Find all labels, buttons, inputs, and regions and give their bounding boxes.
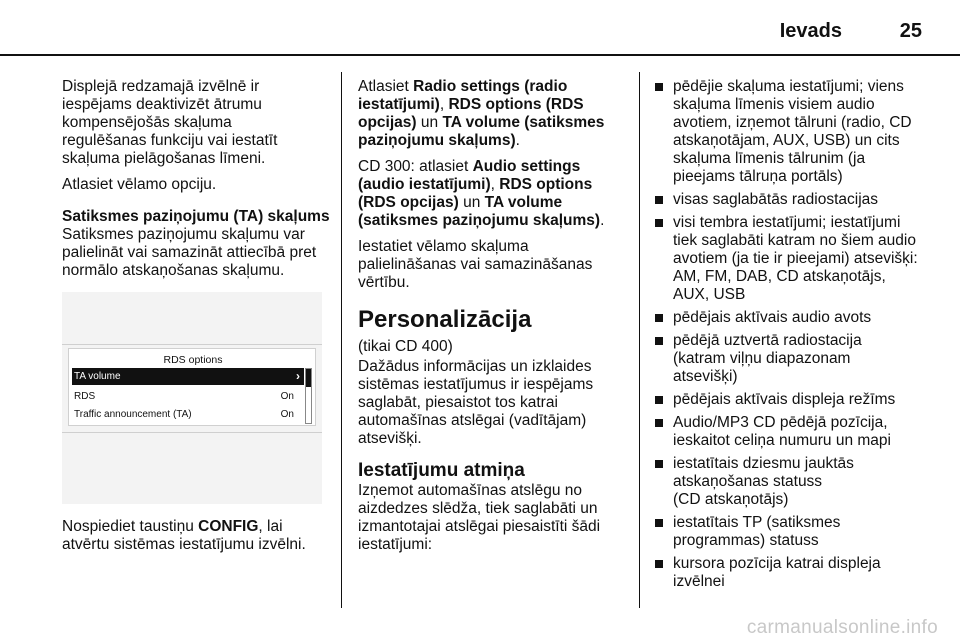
list-item-text: pēdējā uztvertā radiostacija (katram viļņu diapazonam atsevišķi): [673, 332, 862, 385]
menu-item-traffic-announcement: [72, 406, 304, 423]
bullet-icon: [655, 460, 663, 468]
bullet-icon: [655, 196, 663, 204]
paragraph: Displejā redzamajā izvēlnē ir iespējams deaktivizēt ātrumu kompensējošās skaļuma regulēšanas funkciju vai iestatīt skaļuma pielāgošanas līmeni.: [62, 78, 278, 167]
rds-options-menu: [68, 348, 316, 426]
paragraph: [358, 78, 630, 150]
list-item-text: visi tembra iestatījumi; iestatījumi tiek saglabāti katram no šiem audio avotiem (ja tie ir pieejami) atsevišķi: AM, FM, DAB, CD atskaņotājs, AUX, USB: [673, 214, 918, 303]
menu-item-ta-volume: [72, 368, 304, 385]
list-item: [654, 309, 954, 327]
scrollbar: [305, 368, 312, 424]
text-run: .: [600, 212, 605, 229]
text-run: un: [458, 194, 485, 211]
subheading: Satiksmes paziņojumu (TA) skaļums: [62, 208, 330, 225]
menu-path-item: Audio settings (audio iestatījumi): [358, 158, 581, 193]
paragraph: Atlasiet vēlamo opciju.: [62, 176, 217, 193]
menu-path-item: TA volume (satiksmes paziņojumu skaļums): [358, 194, 601, 229]
paragraph: Satiksmes paziņojumu skaļumu var palielināt vai samazināt attiecībā pret normālo atskaņošanas skaļumu.: [62, 226, 317, 279]
text-run: Atlasiet: [358, 78, 414, 95]
list-item: [654, 191, 954, 209]
paragraph: Izņemot automašīnas atslēgu no aizdedzes slēdža, tiek saglabāti un izmantotajai atslēgai piesaistīti šādi iestatījumi:: [358, 482, 601, 553]
list-item-text: iestatītais TP (satiksmes programmas) statuss: [673, 514, 841, 549]
list-item: [654, 414, 954, 450]
list-item: [654, 455, 954, 509]
menu-path-item: Radio settings (radio iestatījumi): [358, 78, 568, 113]
list-item-text: Audio/MP3 CD pēdējā pozīcija, ieskaitot celiņa numuru un mapi: [673, 414, 891, 449]
list-item: [654, 514, 954, 550]
bullet-icon: [655, 396, 663, 404]
menu-item-label: Traffic announcement (TA): [74, 409, 192, 420]
header-rule: [0, 54, 960, 56]
text-run: Nospiediet taustiņu: [62, 518, 199, 535]
column-divider-2: [639, 72, 640, 608]
scrollbar-thumb: [306, 369, 311, 387]
column-2: [358, 78, 630, 562]
section-heading: Personalizācija: [358, 306, 532, 333]
paragraph: Dažādus informācijas un izklaides sistēmas iestatījumus ir iespējams saglabāt, piesaistot tos katrai automašīnas atslēgai (vadītājam) atsevišķi.: [358, 358, 594, 447]
menu-item-label: RDS: [74, 391, 96, 402]
bullet-icon: [655, 519, 663, 527]
screen-divider: [62, 344, 322, 345]
column-1: [62, 78, 334, 562]
display-screenshot: [62, 292, 322, 504]
menu-title: RDS options: [163, 354, 223, 366]
text-run: un: [416, 114, 443, 131]
availability-note: (tikai CD 400): [358, 338, 453, 355]
list-item-text: pēdējais aktīvais displeja režīms: [673, 391, 896, 408]
text-run: CD 300: atlasiet: [358, 158, 473, 175]
list-item-text: pēdējais aktīvais audio avots: [673, 309, 872, 326]
paragraph: Iestatiet vēlamo skaļuma palielināšanas vai samazināšanas vērtību.: [358, 238, 593, 291]
menu-path-item: TA volume (satiksmes paziņojumu skaļums): [358, 114, 605, 149]
bullet-icon: [655, 560, 663, 568]
bullet-icon: [655, 219, 663, 227]
list-item: [654, 214, 954, 304]
list-item: [654, 332, 954, 386]
list-item: [654, 391, 954, 409]
menu-item-label: TA volume: [74, 371, 121, 382]
section-title: Ievads: [779, 20, 842, 42]
text-run: ,: [439, 96, 449, 113]
list-item-text: iestatītais dziesmu jauktās atskaņošanas statuss (CD atskaņotājs): [673, 455, 854, 508]
chevron-right-icon: ›: [296, 369, 300, 383]
text-run: , lai atvērtu sistēmas iestatījumu izvēlni.: [62, 518, 306, 553]
list-item-text: pēdējie skaļuma iestatījumi; viens skaļuma līmenis visiem audio avotiem, izņemot tālruni (radio, CD atskaņotājam, AUX, USB) un cits skaļuma līmenis tālrunim (ja pieejams tālruņa portāls): [673, 78, 912, 185]
column-divider-1: [341, 72, 342, 608]
bullet-icon: [655, 314, 663, 322]
page-number: 25: [899, 20, 922, 42]
watermark: carmanualsonline.info: [746, 617, 938, 638]
text-run: ,: [490, 176, 500, 193]
bullet-icon: [655, 83, 663, 91]
config-button-name: CONFIG: [198, 518, 259, 535]
menu-item-rds: [72, 388, 304, 405]
bullet-icon: [655, 337, 663, 345]
list-item-text: visas saglabātās radiostacijas: [673, 191, 879, 208]
screen-divider: [62, 432, 322, 433]
column-3: [654, 78, 954, 596]
subsection-heading: Iestatījumu atmiņa: [358, 460, 525, 481]
list-item: [654, 555, 954, 591]
bullet-icon: [655, 419, 663, 427]
menu-path-item: RDS options (RDS opcijas): [358, 96, 584, 131]
paragraph: [358, 158, 630, 230]
menu-item-value: On: [280, 409, 294, 420]
text-run: .: [515, 132, 520, 149]
list-item: [654, 78, 954, 186]
paragraph: [62, 518, 334, 554]
list-item-text: kursora pozīcija katrai displeja izvēlnei: [673, 555, 881, 590]
menu-item-value: On: [280, 391, 294, 402]
menu-path-item: RDS options (RDS opcijas): [358, 176, 593, 211]
